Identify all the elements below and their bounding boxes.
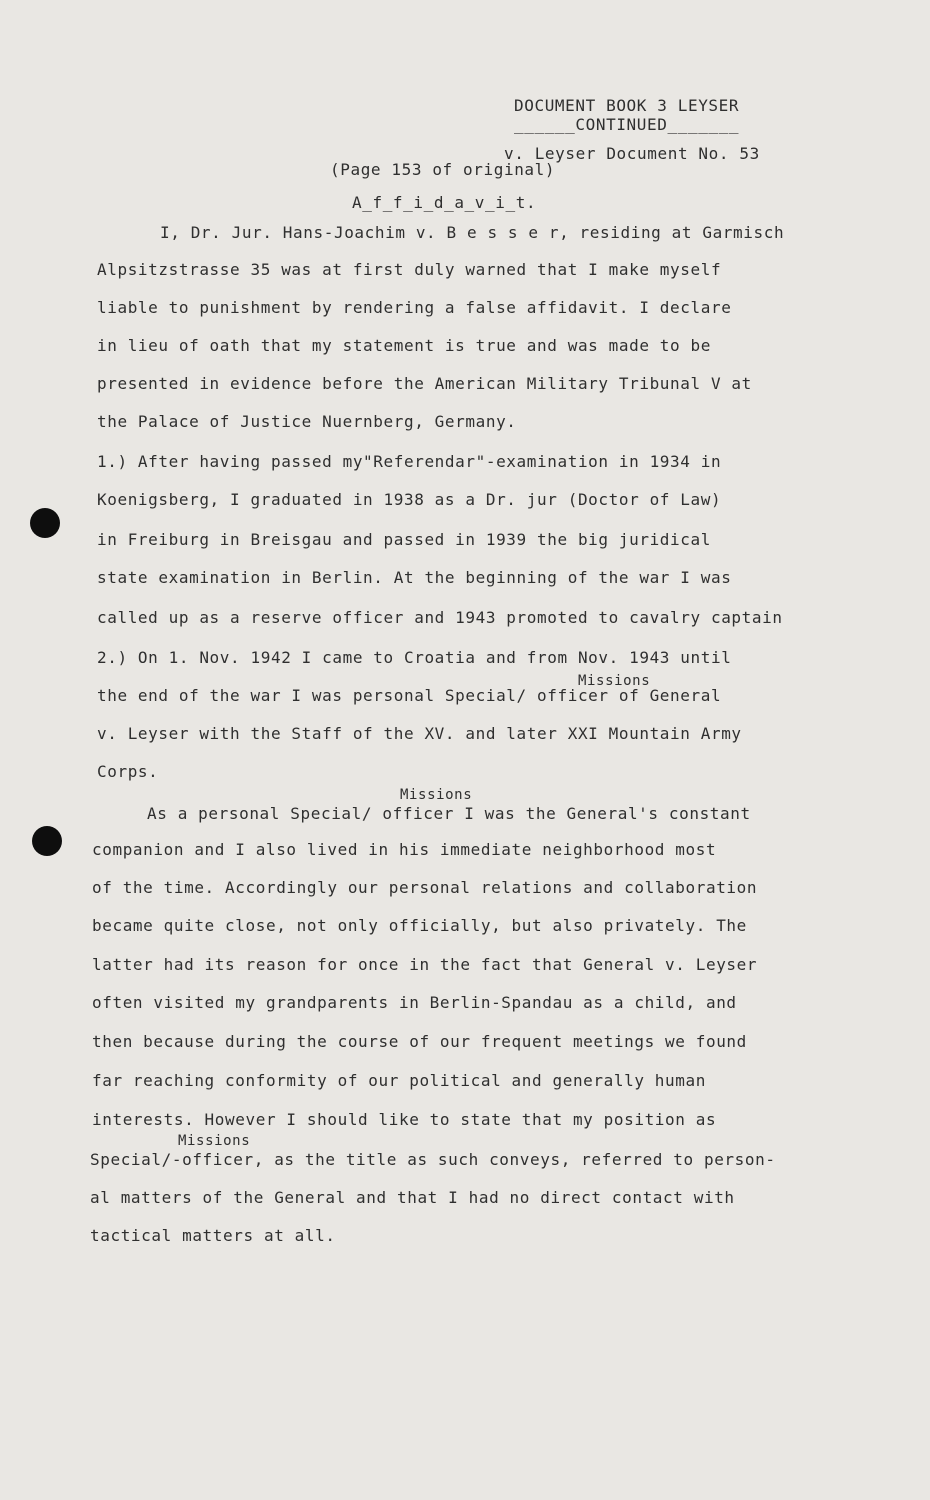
document-book-label: DOCUMENT BOOK 3 LEYSER bbox=[514, 96, 740, 115]
para3-line: interests. However I should like to state that my position as bbox=[92, 1110, 717, 1129]
punch-hole bbox=[30, 508, 60, 538]
punch-hole bbox=[32, 826, 62, 856]
point1-line: 1.) After having passed my"Referendar"-examination in 1934 in bbox=[97, 452, 722, 471]
para3-line: al matters of the General and that I had no direct contact with bbox=[90, 1188, 735, 1207]
intro-line: presented in evidence before the American Military Tribunal V at bbox=[97, 374, 752, 393]
para3-line: then because during the course of our frequent meetings we found bbox=[92, 1032, 747, 1051]
para3-line: far reaching conformity of our political and generally human bbox=[92, 1071, 706, 1090]
para3-line: As a personal Special/ officer I was the General's constant bbox=[147, 804, 751, 823]
point1-line: state examination in Berlin. At the beginning of the war I was bbox=[97, 568, 732, 587]
para3-line: became quite close, not only officially, but also privately. The bbox=[92, 916, 747, 935]
para3-line: often visited my grandparents in Berlin-Spandau as a child, and bbox=[92, 993, 737, 1012]
document-number: v. Leyser Document No. 53 bbox=[504, 144, 760, 163]
handwritten-insert: Missions bbox=[178, 1133, 251, 1149]
point1-line: in Freiburg in Breisgau and passed in 1939 the big juridical bbox=[97, 530, 711, 549]
continued-label: ______CONTINUED_______ bbox=[514, 115, 740, 134]
handwritten-insert: Missions bbox=[400, 787, 473, 803]
intro-line: in lieu of oath that my statement is true and was made to be bbox=[97, 336, 711, 355]
para3-line: of the time. Accordingly our personal relations and collaboration bbox=[92, 878, 758, 897]
intro-line: the Palace of Justice Nuernberg, Germany. bbox=[97, 412, 517, 431]
point1-line: Koenigsberg, I graduated in 1938 as a Dr. jur (Doctor of Law) bbox=[97, 490, 722, 509]
point2-line: the end of the war I was personal Special/ officer of General bbox=[97, 686, 722, 705]
para3-line: tactical matters at all. bbox=[90, 1226, 336, 1245]
para3-line: companion and I also lived in his immediate neighborhood most bbox=[92, 840, 717, 859]
point2-line: v. Leyser with the Staff of the XV. and later XXI Mountain Army bbox=[97, 724, 742, 743]
intro-line: I, Dr. Jur. Hans-Joachim v. B e s s e r, residing at Garmisch bbox=[160, 223, 785, 242]
intro-line: liable to punishment by rendering a false affidavit. I declare bbox=[97, 298, 732, 317]
intro-line: Alpsitzstrasse 35 was at first duly warned that I make myself bbox=[97, 260, 722, 279]
handwritten-insert: Missions bbox=[578, 673, 651, 689]
para3-line: Special/-officer, as the title as such conveys, referred to person- bbox=[90, 1150, 776, 1169]
affidavit-title: A_f_f_i_d_a_v_i_t. bbox=[352, 193, 537, 212]
point2-line: 2.) On 1. Nov. 1942 I came to Croatia and from Nov. 1943 until bbox=[97, 648, 732, 667]
point1-line: called up as a reserve officer and 1943 promoted to cavalry captain bbox=[97, 608, 783, 627]
para3-line: latter had its reason for once in the fact that General v. Leyser bbox=[92, 955, 758, 974]
page-reference: (Page 153 of original) bbox=[330, 160, 556, 179]
point2-line: Corps. bbox=[97, 762, 159, 781]
